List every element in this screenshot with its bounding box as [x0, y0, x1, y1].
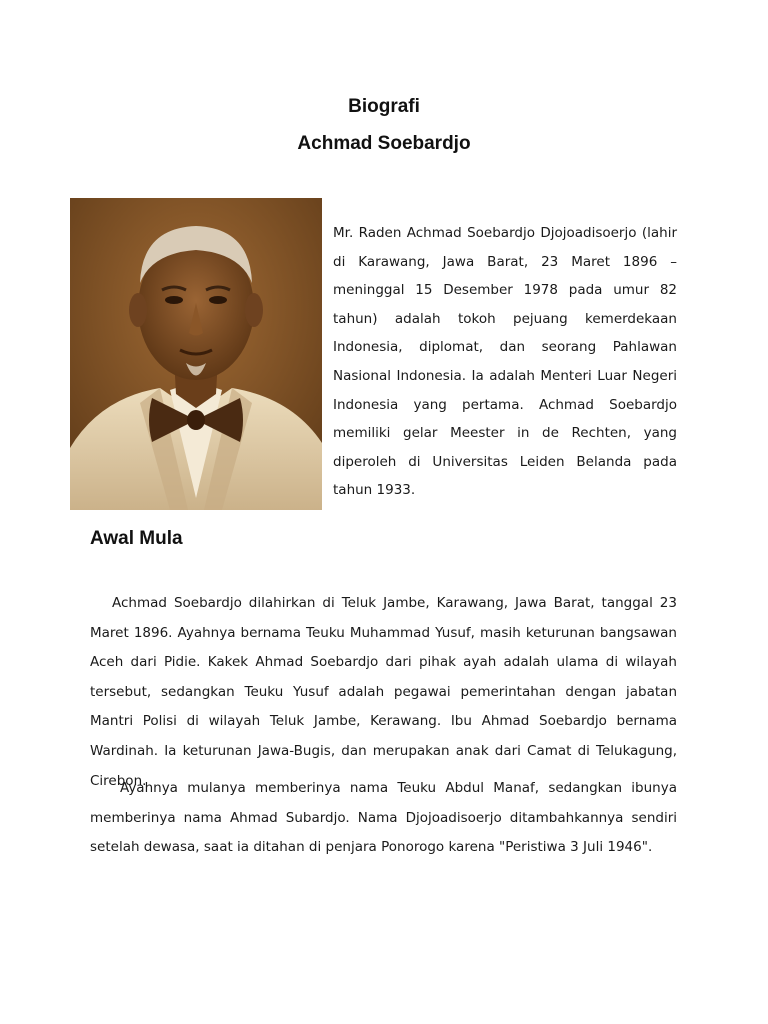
body-paragraph: Ayahnya mulanya memberinya nama Teuku Abdul Manaf, sedangkan ibunya memberinya nama Ahmad Subardjo. Nama Djojoadisoerjo ditambahkannya sendiri setelah dewasa, saat ia ditahan di penjara Ponorogo karena "Peristiwa 3 Juli 1946". — [90, 780, 677, 856]
portrait-photo-icon — [70, 198, 322, 510]
document-title: Biografi — [348, 96, 420, 117]
intro-paragraph: Mr. Raden Achmad Soebardjo Djojoadisoerjo (lahir di Karawang, Jawa Barat, 23 Maret 1896 – meninggal 15 Desember 1978 pada umur 82 tahun) adalah tokoh pejuang kemerdekaan Indonesia, diplomat, dan seorang Pahlawan Nasional Indonesia. Ia adalah Menteri Luar Negeri Indonesia yang pertama. Achmad Soebardjo memiliki gelar Meester in de Rechten, yang diperoleh di Universitas Leiden Belanda pada tahun 1933. — [333, 225, 677, 499]
portrait-photo — [70, 198, 322, 510]
body-paragraph: Achmad Soebardjo dilahirkan di Teluk Jambe, Karawang, Jawa Barat, tanggal 23 Maret 1896. Ayahnya bernama Teuku Muhammad Yusuf, masih keturunan bangsawan Aceh dari Pidie. Kakek Ahmad Soebardjo dari pihak ayah adalah ulama di wilayah tersebut, sedangkan Teuku Yusuf adalah pegawai pemerintahan dengan jabatan Mantri Polisi di wilayah Teluk Jambe, Kerawang. Ibu Ahmad Soebardjo bernama Wardinah. Ia keturunan Jawa-Bugis, dan merupakan anak dari Camat di Telukagung, Cirebon. — [90, 595, 677, 789]
document-subtitle-name: Achmad Soebardjo — [297, 133, 471, 154]
section-heading: Awal Mula — [90, 528, 183, 549]
